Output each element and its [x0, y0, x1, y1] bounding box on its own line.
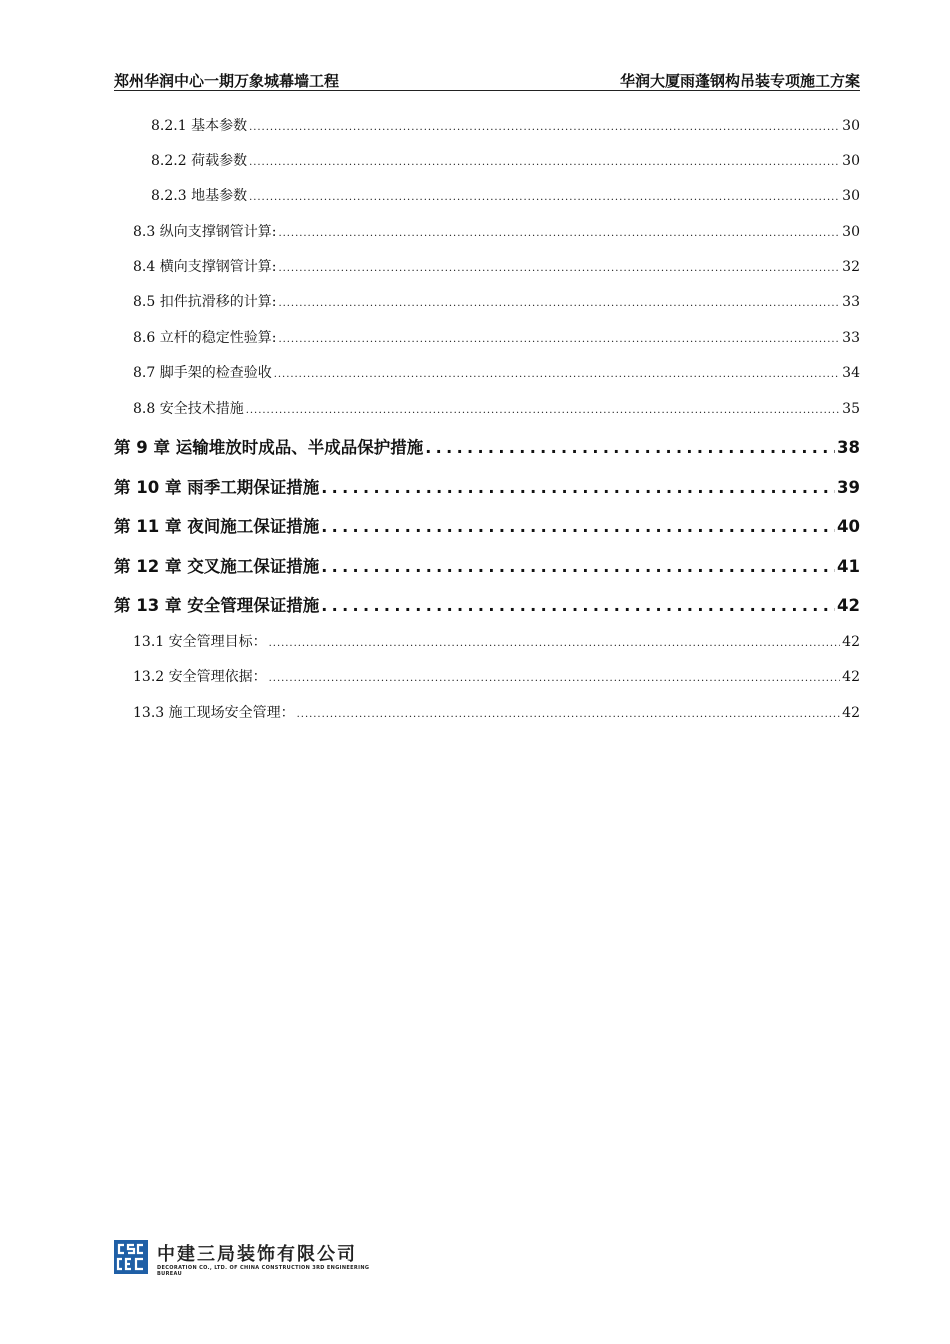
toc-entry-page: 42 — [842, 634, 860, 650]
page-footer — [114, 1238, 374, 1278]
toc-entry-page: 41 — [837, 557, 860, 576]
toc-dot-leader — [278, 263, 840, 274]
toc-chapter-entry[interactable] — [114, 553, 860, 577]
toc-entry[interactable] — [133, 398, 860, 418]
toc-entry[interactable] — [133, 702, 860, 722]
toc-entry-page: 35 — [842, 401, 860, 417]
toc-entry[interactable] — [151, 185, 860, 205]
company-name: 中建三局装饰有限公司 — [157, 1244, 357, 1265]
toc-entry-label: 13.3 施工现场安全管理： — [133, 705, 295, 721]
toc-chapter-entry[interactable] — [114, 513, 860, 537]
toc-entry-label: 第 13 章 安全管理保证措施 — [114, 596, 320, 615]
header-project-title: 郑州华润中心一期万象城幕墙工程 — [114, 72, 340, 90]
toc-entry-label: 第 11 章 夜间施工保证措施 — [114, 517, 320, 536]
cscec-logo — [114, 1240, 148, 1274]
toc-entry-label: 8.2.2 荷载参数 — [151, 153, 248, 169]
header-document-title: 华润大厦雨蓬钢构吊装专项施工方案 — [619, 72, 860, 90]
toc-entry[interactable] — [151, 150, 860, 170]
toc-entry[interactable] — [133, 256, 860, 276]
toc-entry[interactable] — [133, 327, 860, 347]
toc-entry-page: 42 — [837, 596, 860, 615]
toc-chapter-entry[interactable] — [114, 474, 860, 498]
toc-entry-label: 第 9 章 运输堆放时成品、半成品保护措施 — [114, 438, 424, 457]
toc-entry-label: 第 12 章 交叉施工保证措施 — [114, 557, 320, 576]
toc-entry[interactable] — [133, 221, 860, 241]
toc-entry-label: 13.2 安全管理依据： — [133, 669, 267, 685]
toc-entry-label: 8.5 扣件抗滑移的计算: — [133, 294, 277, 310]
toc-entry-page: 38 — [837, 438, 860, 457]
toc-dot-leader — [269, 673, 841, 684]
toc-entry-page: 42 — [842, 705, 860, 721]
toc-entry-label: 8.7 脚手架的检查验收 — [133, 365, 272, 381]
toc-entry-page: 32 — [842, 259, 860, 275]
toc-dot-leader — [246, 405, 840, 416]
toc-dot-leader — [278, 298, 840, 309]
toc-entry-label: 8.2.1 基本参数 — [151, 118, 248, 134]
toc-entry[interactable] — [133, 291, 860, 311]
toc-entry-page: 30 — [842, 188, 860, 204]
toc-entry-page: 33 — [842, 330, 860, 346]
toc-dot-leader — [321, 557, 835, 576]
toc-entry-label: 8.4 横向支撑钢管计算: — [133, 259, 277, 275]
toc-entry[interactable] — [133, 666, 860, 686]
toc-entry-label: 8.3 纵向支撑钢管计算: — [133, 224, 277, 240]
toc-entry[interactable] — [133, 362, 860, 382]
toc-entry[interactable] — [133, 631, 860, 651]
toc-dot-leader — [278, 334, 840, 345]
toc-entry-page: 30 — [842, 224, 860, 240]
toc-entry-page: 30 — [842, 118, 860, 134]
company-name-english: DECORATION CO., LTD. OF CHINA CONSTRUCTION 3RD ENGINEERING BUREAU — [157, 1265, 370, 1277]
toc-dot-leader — [274, 369, 840, 380]
toc-dot-leader — [297, 709, 841, 720]
toc-dot-leader — [321, 596, 835, 615]
toc-dot-leader — [249, 157, 840, 168]
toc-entry-page: 33 — [842, 294, 860, 310]
toc-dot-leader — [278, 228, 840, 239]
toc-entry-page: 34 — [842, 365, 860, 381]
toc-dot-leader — [321, 478, 835, 497]
toc-dot-leader — [269, 638, 841, 649]
toc-entry-label: 13.1 安全管理目标： — [133, 634, 267, 650]
toc-chapter-entry[interactable] — [114, 434, 860, 458]
toc-dot-leader — [249, 122, 840, 133]
toc-entry-page: 42 — [842, 669, 860, 685]
toc-entry-label: 8.8 安全技术措施 — [133, 401, 244, 417]
toc-entry-label: 8.6 立杆的稳定性验算: — [133, 330, 277, 346]
toc-entry[interactable] — [151, 115, 860, 135]
toc-entry-label: 8.2.3 地基参数 — [151, 188, 248, 204]
page-header — [114, 70, 860, 91]
toc-entry-page: 39 — [837, 478, 860, 497]
toc-dot-leader — [321, 517, 835, 536]
toc-entry-page: 30 — [842, 153, 860, 169]
toc-entry-page: 40 — [837, 517, 860, 536]
toc-dot-leader — [249, 192, 840, 203]
toc-entry-label: 第 10 章 雨季工期保证措施 — [114, 478, 320, 497]
toc-chapter-entry[interactable] — [114, 592, 860, 616]
toc-dot-leader — [425, 438, 835, 457]
